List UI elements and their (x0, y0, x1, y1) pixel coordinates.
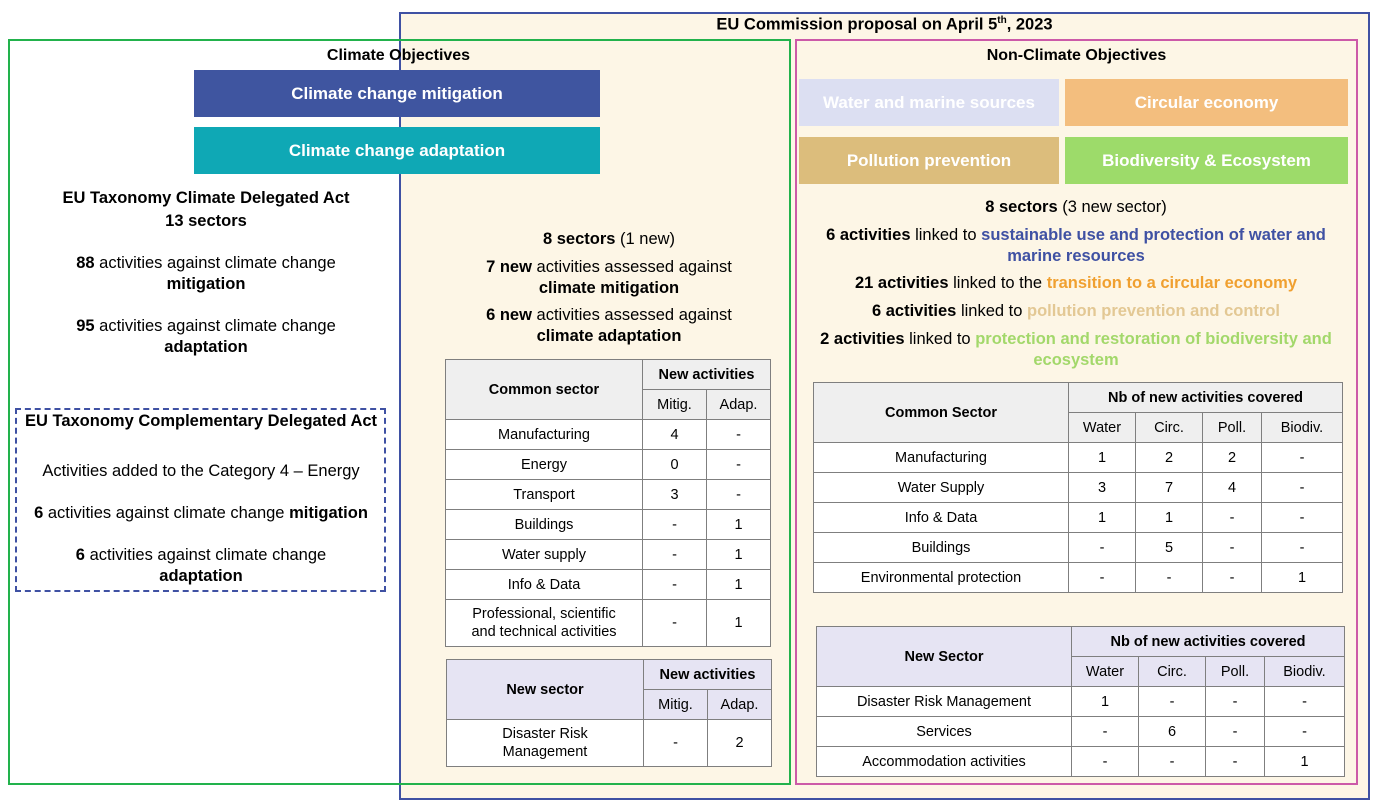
table-cell: 6 (1139, 717, 1206, 747)
table-row (446, 540, 771, 570)
table-cell: Energy (446, 450, 643, 480)
table-cell: Disaster Risk Management (817, 687, 1072, 717)
table-cell: 1 (1069, 443, 1136, 473)
table-cell: 1 (707, 570, 771, 600)
table-row (446, 510, 771, 540)
table-subheader: Water (1069, 413, 1136, 443)
table-cell: 3 (1069, 473, 1136, 503)
table-cell: 0 (643, 450, 707, 480)
table-cell: Professional, scientific and technical activities (446, 600, 643, 647)
nonclimate-pollution-text: 6 activities linked to pollution prevention and control (871, 302, 1281, 320)
table-subheader: Poll. (1206, 657, 1265, 687)
table-row (814, 503, 1343, 533)
table-cell: - (644, 720, 708, 767)
table-cell: 2 (1136, 443, 1203, 473)
table-header: New activities (644, 660, 772, 690)
table-row (446, 570, 771, 600)
table-cell: Manufacturing (446, 420, 643, 450)
table-cell: 1 (1069, 503, 1136, 533)
table-cell: - (1206, 717, 1265, 747)
table-cell: - (707, 450, 771, 480)
table-cell: - (1203, 533, 1262, 563)
table-cell: - (1203, 563, 1262, 593)
table-row (814, 473, 1343, 503)
table-cell: - (707, 480, 771, 510)
table-cell: Buildings (446, 510, 643, 540)
table-cell: - (1265, 717, 1345, 747)
table-cell: - (1072, 717, 1139, 747)
table-cell: - (643, 510, 707, 540)
climate-common-sector-table (445, 359, 771, 647)
table-cell: 1 (707, 600, 771, 647)
table-cell: 4 (643, 420, 707, 450)
water-box: Water and marine sources (799, 79, 1059, 126)
table-cell: Manufacturing (814, 443, 1069, 473)
table-header: Common Sector (814, 383, 1069, 443)
nonclimate-circular-text: 21 activities linked to the transition to a circular economy (854, 274, 1298, 292)
table-row (446, 420, 771, 450)
table-cell: 1 (1262, 563, 1343, 593)
table-cell: - (1265, 687, 1345, 717)
table-header: Nb of new activities covered (1069, 383, 1343, 413)
complementary-mitigation-text: 6 activities against climate change mitigation (34, 504, 368, 522)
table-cell: - (1069, 563, 1136, 593)
table-subheader: Water (1072, 657, 1139, 687)
table-cell: 1 (707, 540, 771, 570)
table-cell: - (1069, 533, 1136, 563)
table-cell: - (1203, 503, 1262, 533)
table-header: Common sector (446, 360, 643, 420)
table-cell: Disaster Risk Management (447, 720, 644, 767)
table-cell: - (1262, 503, 1343, 533)
complementary-act-title: EU Taxonomy Complementary Delegated Act (24, 412, 378, 430)
table-cell: - (707, 420, 771, 450)
table-cell: Buildings (814, 533, 1069, 563)
table-subheader: Circ. (1136, 413, 1203, 443)
circular-box: Circular economy (1065, 79, 1348, 126)
proposal-title: EU Commission proposal on April 5th, 2023 (716, 15, 1053, 34)
table-row (817, 747, 1345, 777)
table-cell: - (1072, 747, 1139, 777)
table-cell: Services (817, 717, 1072, 747)
nonclimate-sectors-text: 8 sectors (3 new sector) (985, 198, 1167, 216)
table-cell: 1 (1136, 503, 1203, 533)
table-row (446, 600, 771, 647)
table-cell: Water supply (446, 540, 643, 570)
nonclimate-water-text: 6 activities linked to sustainable use and protection of water and marine resources (826, 226, 1326, 265)
nonclimate-new-sector-table (816, 626, 1345, 777)
complementary-adaptation-text: 6 activities against climate change adaptation (75, 546, 327, 585)
adaptation-box: Climate change adaptation (194, 127, 600, 174)
nonclimate-common-sector-table (813, 382, 1343, 593)
table-cell: 1 (1265, 747, 1345, 777)
proposal-adaptation-text: 6 new activities assessed against climate adaptation (486, 306, 732, 345)
table-cell: 2 (1203, 443, 1262, 473)
delegated-adaptation-text: 95 activities against climate change adaptation (76, 317, 336, 356)
table-header: Nb of new activities covered (1072, 627, 1345, 657)
table-row (446, 450, 771, 480)
table-subheader: Mitig. (643, 390, 707, 420)
table-cell: - (1262, 473, 1343, 503)
table-cell: - (643, 600, 707, 647)
table-row (814, 533, 1343, 563)
mitigation-box: Climate change mitigation (194, 70, 600, 117)
climate-new-sector-table (446, 659, 772, 767)
nonclimate-objectives-title: Non-Climate Objectives (986, 47, 1167, 64)
table-subheader: Poll. (1203, 413, 1262, 443)
table-cell: - (1139, 747, 1206, 777)
table-row (814, 443, 1343, 473)
table-cell: Water Supply (814, 473, 1069, 503)
table-header: New Sector (817, 627, 1072, 687)
table-subheader: Mitig. (644, 690, 708, 720)
table-cell: - (1262, 533, 1343, 563)
table-cell: - (1262, 443, 1343, 473)
table-cell: 7 (1136, 473, 1203, 503)
proposal-sectors-text: 8 sectors (1 new) (542, 230, 676, 248)
table-cell: - (1139, 687, 1206, 717)
table-cell: 2 (708, 720, 772, 767)
table-row (817, 687, 1345, 717)
table-cell: - (1206, 747, 1265, 777)
table-row (447, 720, 772, 767)
table-cell: 1 (707, 510, 771, 540)
table-row (446, 480, 771, 510)
table-subheader: Biodiv. (1265, 657, 1345, 687)
table-cell: - (1206, 687, 1265, 717)
table-cell: 4 (1203, 473, 1262, 503)
table-cell: Accommodation activities (817, 747, 1072, 777)
table-cell: - (643, 570, 707, 600)
table-row (814, 563, 1343, 593)
table-cell: 1 (1072, 687, 1139, 717)
table-cell: 5 (1136, 533, 1203, 563)
table-cell: - (1136, 563, 1203, 593)
table-row (817, 717, 1345, 747)
pollution-box: Pollution prevention (799, 137, 1059, 184)
table-subheader: Circ. (1139, 657, 1206, 687)
delegated-act-title: EU Taxonomy Climate Delegated Act 13 sectors (62, 189, 350, 230)
proposal-mitigation-text: 7 new activities assessed against climate mitigation (486, 258, 732, 297)
delegated-mitigation-text: 88 activities against climate change mitigation (76, 254, 336, 293)
table-cell: Info & Data (446, 570, 643, 600)
complementary-energy-text: Activities added to the Category 4 – Energy (42, 462, 360, 480)
table-subheader: Biodiv. (1262, 413, 1343, 443)
table-cell: Info & Data (814, 503, 1069, 533)
table-cell: Transport (446, 480, 643, 510)
climate-objectives-title: Climate Objectives (326, 47, 471, 64)
biodiversity-box: Biodiversity & Ecosystem (1065, 137, 1348, 184)
table-cell: 3 (643, 480, 707, 510)
table-header: New sector (447, 660, 644, 720)
table-subheader: Adap. (707, 390, 771, 420)
table-cell: - (643, 540, 707, 570)
nonclimate-biodiversity-text: 2 activities linked to protection and restoration of biodiversity and ecosystem (820, 330, 1332, 369)
table-subheader: Adap. (708, 690, 772, 720)
table-cell: Environmental protection (814, 563, 1069, 593)
table-header: New activities (643, 360, 771, 390)
